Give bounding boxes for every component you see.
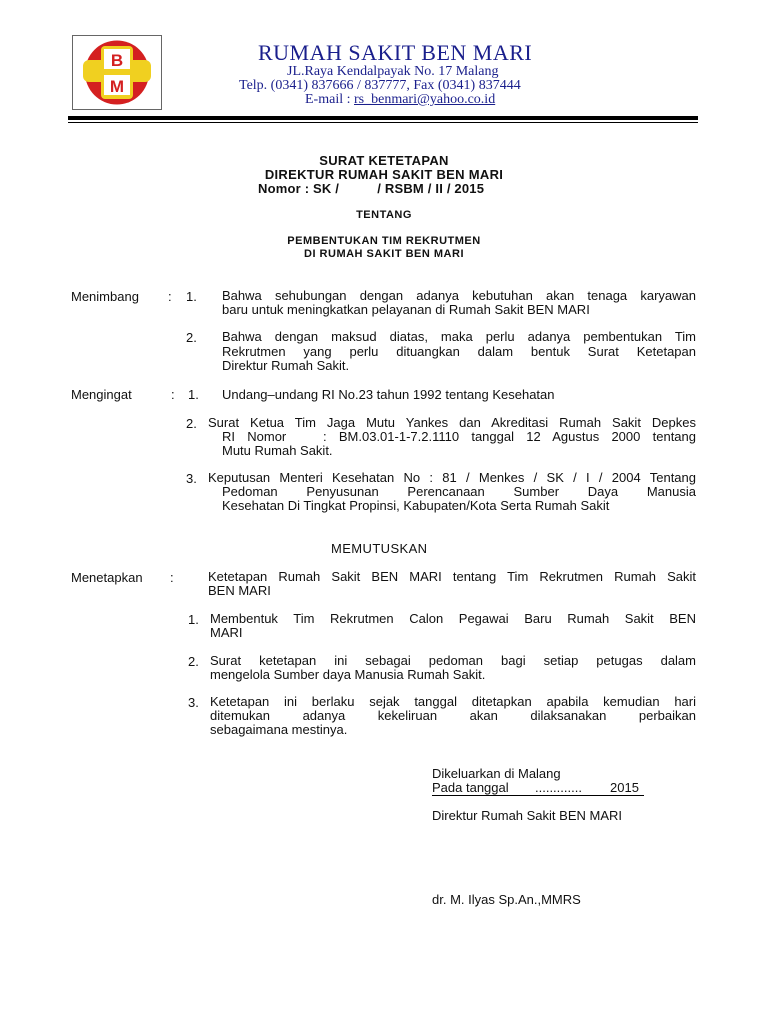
- mengingat-colon: :: [171, 387, 175, 402]
- decree-issuer: DIREKTUR RUMAH SAKIT BEN MARI: [264, 167, 504, 182]
- mengingat-item-3-line1: Keputusan Menteri Kesehatan No : 81 / Menkes / SK / I / 2004 Tentang: [208, 470, 696, 485]
- menetapkan-item-3-line1: Ketetapan ini berlaku sejak tanggal ditetapkan apabila kemudian hari: [210, 694, 696, 709]
- menimbang-label: Menimbang: [71, 289, 139, 304]
- issue-date-label: Pada tanggal: [432, 780, 509, 795]
- mengingat-item-2-number: 2.: [186, 416, 197, 431]
- mengingat-item-2-line2: RI Nomor : BM.03.01-1-7.2.1110 tanggal 12 Agustus 2000 tentang: [222, 429, 696, 444]
- menimbang-item-1-number: 1.: [186, 289, 197, 304]
- hospital-email-line: [305, 92, 495, 108]
- hospital-logo: [72, 35, 162, 110]
- issue-year: 2015: [610, 780, 639, 795]
- menimbang-item-2-number: 2.: [186, 330, 197, 345]
- menimbang-colon: :: [168, 289, 172, 304]
- mengingat-item-3-line2: Pedoman Penyusunan Perencanaan Sumber Daya Manusia: [222, 484, 696, 499]
- menetapkan-item-1-line2: MARI: [210, 625, 243, 640]
- mengingat-item-1-line1: Undang–undang RI No.23 tahun 1992 tentang Kesehatan: [222, 387, 555, 402]
- header-divider-thick: [68, 116, 698, 120]
- menetapkan-item-2-number: 2.: [188, 654, 199, 669]
- menetapkan-item-2-line2: mengelola Sumber daya Manusia Rumah Sakit.: [210, 667, 486, 682]
- mengingat-item-3-line3: Kesehatan Di Tingkat Propinsi, Kabupaten/Kota Serta Rumah Sakit: [222, 498, 610, 513]
- logo-letter-b: B: [110, 51, 124, 70]
- menimbang-item-1-line1: Bahwa sehubungan dengan adanya kebutuhan akan tenaga karyawan: [222, 288, 696, 303]
- mengingat-item-2-line3: Mutu Rumah Sakit.: [222, 443, 333, 458]
- decree-subject-line2: DI RUMAH SAKIT BEN MARI: [304, 248, 464, 260]
- menimbang-item-2-line3: Direktur Rumah Sakit.: [222, 358, 350, 373]
- menimbang-item-2-line2: Rekrutmen yang perlu dituangkan dalam bentuk Surat Ketetapan: [222, 344, 696, 359]
- mengingat-item-2-line1: Surat Ketua Tim Jaga Mutu Yankes dan Akreditasi Rumah Sakit Depkes: [208, 415, 696, 430]
- menimbang-item-2-line1: Bahwa dengan maksud diatas, maka perlu adanya pembentukan Tim: [222, 329, 696, 344]
- decree-number: Nomor : SK / / RSBM / II / 2015: [258, 181, 485, 196]
- menetapkan-item-2-line1: Surat ketetapan ini sebagai pedoman bagi setiap petugas dalam: [210, 653, 696, 668]
- signatory-position: Direktur Rumah Sakit BEN MARI: [432, 808, 622, 823]
- email-link[interactable]: rs_benmari@yahoo.co.id: [354, 92, 496, 107]
- menetapkan-item-1-line1: Membentuk Tim Rekrutmen Calon Pegawai Baru Rumah Sakit BEN: [210, 611, 696, 626]
- menetapkan-item-3-line2: ditemukan adanya kekeliruan akan dilaksanakan perbaikan: [210, 708, 696, 723]
- hospital-address: JL.Raya Kendalpayak No. 17 Malang: [287, 64, 499, 79]
- mengingat-item-3-number: 3.: [186, 471, 197, 486]
- menetapkan-intro-line1: Ketetapan Rumah Sakit BEN MARI tentang Tim Rekrutmen Rumah Sakit: [208, 569, 696, 584]
- mengingat-item-1-number: 1.: [188, 387, 199, 402]
- menetapkan-colon: :: [170, 570, 174, 585]
- issued-at: Dikeluarkan di Malang: [432, 766, 561, 781]
- header-divider-thin: [68, 122, 698, 123]
- menetapkan-item-1-number: 1.: [188, 612, 199, 627]
- memutuskan-heading: MEMUTUSKAN: [331, 541, 428, 556]
- hospital-logo-icon: [73, 36, 161, 109]
- signatory-name: dr. M. Ilyas Sp.An.,MMRS: [432, 892, 581, 907]
- menetapkan-item-3-line3: sebagaimana mestinya.: [210, 722, 348, 737]
- menetapkan-item-3-number: 3.: [188, 695, 199, 710]
- signature-divider: [432, 795, 644, 796]
- menetapkan-label: Menetapkan: [71, 570, 143, 585]
- issue-date-dots: .............: [535, 780, 582, 795]
- decree-title: SURAT KETETAPAN: [319, 153, 449, 168]
- decree-subject-line1: PEMBENTUKAN TIM REKRUTMEN: [287, 235, 481, 247]
- mengingat-label: Mengingat: [71, 387, 132, 402]
- decree-about-label: TENTANG: [356, 209, 412, 221]
- hospital-name: RUMAH SAKIT BEN MARI: [258, 40, 533, 65]
- email-label: E-mail :: [305, 92, 354, 107]
- hospital-phone: Telp. (0341) 837666 / 837777, Fax (0341) 837444: [239, 78, 521, 93]
- menimbang-item-1-line2: baru untuk meningkatkan pelayanan di Rumah Sakit BEN MARI: [222, 302, 590, 317]
- logo-letter-m: M: [109, 77, 125, 96]
- menetapkan-intro-line2: BEN MARI: [208, 583, 271, 598]
